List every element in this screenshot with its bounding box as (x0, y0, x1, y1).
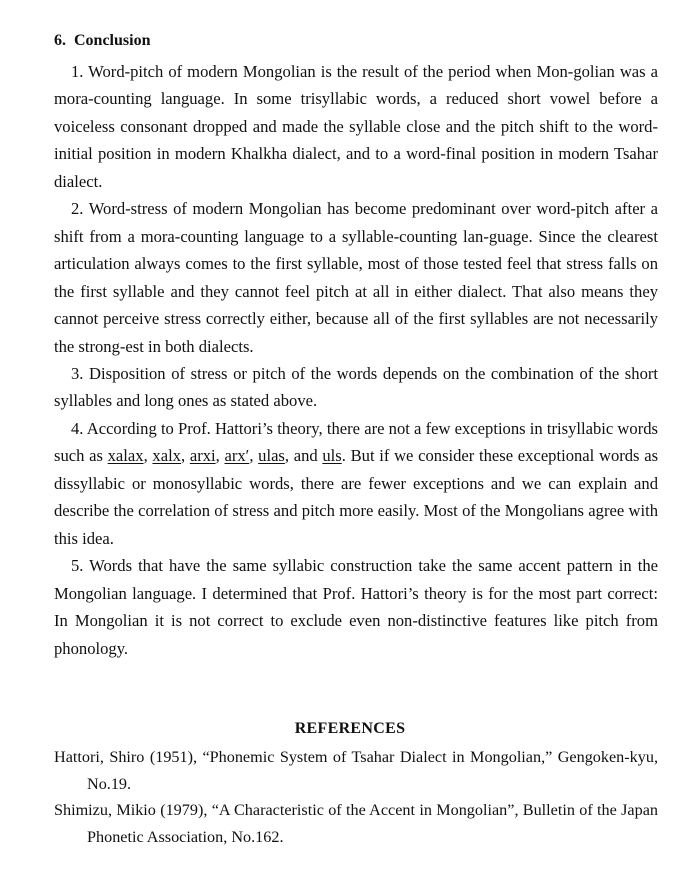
references-list (54, 744, 658, 850)
conclusion-paragraph-1: 1. Word-pitch of modern Mongolian is the result of the period when Mon-golian was a mora-counting language. In some trisyllabic words, a reduced short vowel before a voiceless consonant dropped and made the syllable close and the pitch shift to the word-initial position in modern Khalkha dialect, and to a word-final position in modern Tsahar dialect. (54, 62, 658, 191)
references-heading: REFERENCES (294, 720, 406, 737)
example-word: arx′ (224, 446, 250, 466)
example-word: uls (322, 446, 342, 466)
conclusion-paragraph-4 (54, 415, 658, 552)
reference-item: Shimizu, Mikio (1979), “A Characteristic of the Accent in Mongolian”, Bulletin of the Japan Phonetic Association, No.162. (54, 801, 658, 846)
example-word: ulas (258, 446, 285, 466)
paragraph-4-lead: 4. According to Prof. Hattori’s theory, there are not a few exceptions in trisyllabic words such as (54, 418, 658, 466)
paragraph-4-rest: . But if we consider these exceptional words as dissyllabic or monosyllabic words, there are fewer exceptions and we can explain and describe the correlation of stress and pitch more easily. Most of the Mongolians agree with this idea. (54, 446, 659, 548)
conclusion-paragraph-5: 5. Words that have the same syllabic construction take the same accent pattern in the Mongolian language. I determined that Prof. Hattori’s theory is for the most part correct: In Mongolian it is not correct to exclude even non-distinctive features like pitch from phonology. (54, 556, 658, 658)
separator: , (249, 446, 259, 466)
conclusion-body (54, 58, 658, 662)
reference-item: Hattori, Shiro (1951), “Phonemic System of Tsahar Dialect in Mongolian,” Gengoken-kyu, No.19. (54, 748, 658, 793)
example-word: xalax (107, 446, 144, 466)
separator: , and (284, 446, 323, 466)
section-number: 6. (54, 32, 66, 49)
separator: , (215, 446, 225, 466)
section-title: Conclusion (74, 32, 151, 49)
example-word: arxi (189, 446, 216, 466)
section-heading (54, 32, 150, 50)
example-word: xalx (152, 446, 181, 466)
conclusion-paragraph-3: 3. Disposition of stress or pitch of the words depends on the combination of the short syllables and long ones as stated above. (54, 363, 658, 411)
separator: , (180, 446, 190, 466)
conclusion-paragraph-2: 2. Word-stress of modern Mongolian has become predominant over word-pitch after a shift from a mora-counting language to a syllable-counting lan-guage. Since the clearest articulation always comes to the first syllable, most of those tested feel that stress falls on the first syllable and they cannot feel pitch at all in either dialect. That also means they cannot perceive stress correctly either, because all of the first syllables are not necessarily the strong-est in both dialects. (54, 199, 658, 356)
separator: , (143, 446, 153, 466)
